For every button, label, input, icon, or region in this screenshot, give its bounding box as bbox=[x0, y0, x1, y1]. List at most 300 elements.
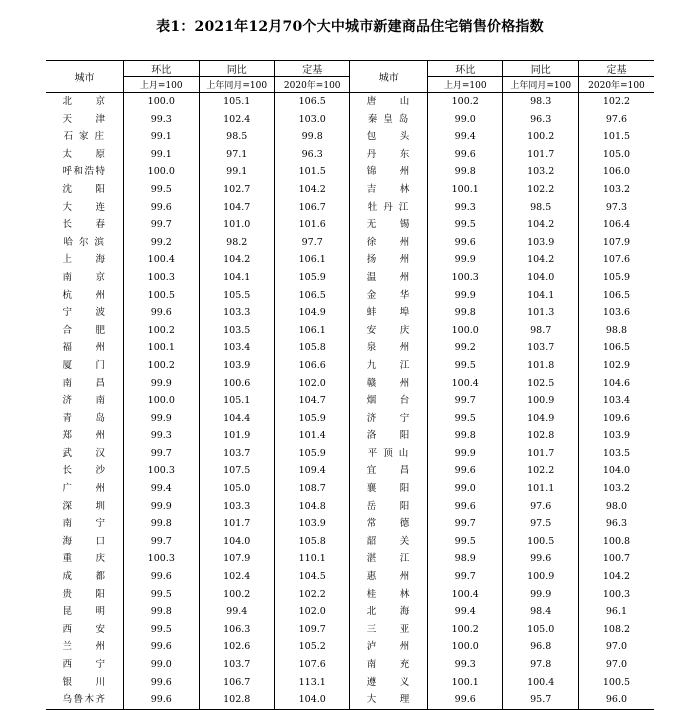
right-yoy-cell: 99.9 bbox=[503, 586, 578, 604]
right-yoy-cell: 95.7 bbox=[503, 691, 578, 709]
right-mom-cell: 99.4 bbox=[428, 128, 503, 146]
left-city-cell: 太 原 bbox=[46, 146, 124, 164]
right-city-cell: 常 德 bbox=[350, 515, 428, 533]
left-mom-cell: 99.6 bbox=[124, 691, 199, 709]
right-mom-cell: 100.1 bbox=[428, 181, 503, 199]
left-yoy-cell: 102.4 bbox=[199, 111, 274, 129]
right-mom-cell: 99.5 bbox=[428, 216, 503, 234]
mom-subheader-right: 上月=100 bbox=[428, 77, 503, 93]
right-base-cell: 102.9 bbox=[602, 359, 631, 371]
right-base-cell: 109.6 bbox=[602, 412, 631, 424]
right-city-cell: 金 华 bbox=[350, 287, 428, 305]
left-yoy-cell: 97.1 bbox=[199, 146, 274, 164]
left-yoy-cell: 105.5 bbox=[199, 287, 274, 305]
right-city-cell: 秦 皇 岛 bbox=[350, 111, 428, 129]
left-base-cell: 106.5 bbox=[274, 287, 349, 305]
right-mom-cell: 99.9 bbox=[428, 445, 503, 463]
left-yoy-cell: 103.5 bbox=[199, 322, 274, 340]
left-mom-cell: 99.8 bbox=[124, 515, 199, 533]
table-row bbox=[46, 480, 654, 498]
right-yoy-cell: 102.2 bbox=[503, 181, 578, 199]
right-city-cell: 宜 昌 bbox=[350, 462, 428, 480]
left-yoy-cell: 104.1 bbox=[199, 269, 274, 287]
left-mom-cell: 100.0 bbox=[124, 93, 199, 111]
left-city-cell: 乌鲁木齐 bbox=[46, 691, 124, 709]
table-row bbox=[46, 603, 654, 621]
left-city-cell: 石 家 庄 bbox=[46, 128, 124, 146]
left-city-cell: 南 宁 bbox=[46, 515, 124, 533]
left-yoy-cell: 104.7 bbox=[199, 199, 274, 217]
left-yoy-cell: 105.1 bbox=[199, 93, 274, 111]
left-city-cell: 兰 州 bbox=[46, 638, 124, 656]
right-yoy-cell: 101.8 bbox=[503, 357, 578, 375]
left-yoy-cell: 100.6 bbox=[199, 375, 274, 393]
right-mom-cell: 99.6 bbox=[428, 498, 503, 516]
right-city-cell: 扬 州 bbox=[350, 251, 428, 269]
table-row bbox=[46, 234, 654, 252]
right-yoy-cell: 100.9 bbox=[503, 568, 578, 586]
yoy-subheader-right: 上年同月=100 bbox=[503, 77, 578, 93]
right-base-cell: 103.6 bbox=[602, 307, 631, 319]
right-yoy-cell: 100.5 bbox=[503, 533, 578, 551]
right-city-cell: 襄 阳 bbox=[350, 480, 428, 498]
table-row bbox=[46, 251, 654, 269]
right-mom-cell: 99.5 bbox=[428, 410, 503, 428]
left-yoy-cell: 99.4 bbox=[199, 603, 274, 621]
left-mom-cell: 99.5 bbox=[124, 586, 199, 604]
mom-subheader-left: 上月=100 bbox=[124, 77, 199, 93]
right-mom-cell: 100.4 bbox=[428, 586, 503, 604]
left-base-cell: 104.7 bbox=[274, 392, 349, 410]
right-base-cell: 100.8 bbox=[602, 535, 631, 547]
right-base-cell: 104.6 bbox=[602, 377, 631, 389]
left-mom-cell: 100.4 bbox=[124, 251, 199, 269]
right-base-cell: 105.0 bbox=[602, 148, 631, 160]
mom-header-right: 环比 bbox=[428, 61, 503, 77]
table-row bbox=[46, 216, 654, 234]
right-yoy-cell: 102.8 bbox=[503, 427, 578, 445]
left-yoy-cell: 98.5 bbox=[199, 128, 274, 146]
right-city-cell: 温 州 bbox=[350, 269, 428, 287]
left-city-cell: 天 津 bbox=[46, 111, 124, 129]
table-row bbox=[46, 621, 654, 639]
left-yoy-cell: 103.4 bbox=[199, 339, 274, 357]
left-city-cell: 南 昌 bbox=[46, 375, 124, 393]
left-yoy-cell: 107.5 bbox=[199, 462, 274, 480]
right-city-cell: 丹 东 bbox=[350, 146, 428, 164]
right-mom-cell: 98.9 bbox=[428, 550, 503, 568]
left-mom-cell: 99.6 bbox=[124, 199, 199, 217]
left-yoy-cell: 99.1 bbox=[199, 163, 274, 181]
right-base-cell: 106.5 bbox=[602, 342, 631, 354]
right-base-cell: 106.5 bbox=[602, 289, 631, 301]
left-yoy-cell: 104.2 bbox=[199, 251, 274, 269]
left-yoy-cell: 106.3 bbox=[199, 621, 274, 639]
left-yoy-cell: 98.2 bbox=[199, 234, 274, 252]
right-base-cell: 100.7 bbox=[602, 553, 631, 565]
right-yoy-cell: 100.4 bbox=[503, 674, 578, 692]
right-city-cell: 安 庆 bbox=[350, 322, 428, 340]
right-city-cell: 烟 台 bbox=[350, 392, 428, 410]
left-base-cell: 96.3 bbox=[274, 146, 349, 164]
right-mom-cell: 99.3 bbox=[428, 656, 503, 674]
right-city-cell: 唐 山 bbox=[350, 93, 428, 111]
yoy-header-left: 同比 bbox=[199, 61, 274, 77]
right-yoy-cell: 103.7 bbox=[503, 339, 578, 357]
right-city-cell: 韶 关 bbox=[350, 533, 428, 551]
right-base-cell: 106.4 bbox=[602, 219, 631, 231]
right-base-cell: 102.2 bbox=[602, 96, 631, 107]
left-mom-cell: 99.3 bbox=[124, 111, 199, 129]
table-row bbox=[46, 674, 654, 692]
right-base-cell: 100.3 bbox=[602, 588, 631, 600]
left-base-cell: 105.8 bbox=[274, 533, 349, 551]
left-city-cell: 武 汉 bbox=[46, 445, 124, 463]
price-index-table bbox=[46, 60, 654, 710]
left-city-cell: 南 京 bbox=[46, 269, 124, 287]
right-city-cell: 南 充 bbox=[350, 656, 428, 674]
right-city-cell: 湛 江 bbox=[350, 550, 428, 568]
left-base-cell: 113.1 bbox=[274, 674, 349, 692]
left-city-cell: 西 宁 bbox=[46, 656, 124, 674]
left-base-cell: 106.1 bbox=[274, 322, 349, 340]
right-base-cell: 103.5 bbox=[602, 447, 631, 459]
right-city-cell: 徐 州 bbox=[350, 234, 428, 252]
left-city-cell: 济 南 bbox=[46, 392, 124, 410]
left-base-cell: 104.2 bbox=[274, 181, 349, 199]
left-city-cell: 成 都 bbox=[46, 568, 124, 586]
left-city-cell: 上 海 bbox=[46, 251, 124, 269]
left-mom-cell: 99.8 bbox=[124, 603, 199, 621]
left-yoy-cell: 104.4 bbox=[199, 410, 274, 428]
right-base-cell: 96.3 bbox=[605, 518, 628, 530]
right-city-cell: 遵 义 bbox=[350, 674, 428, 692]
right-mom-cell: 99.6 bbox=[428, 146, 503, 164]
left-mom-cell: 99.1 bbox=[124, 146, 199, 164]
table-row bbox=[46, 181, 654, 199]
left-yoy-cell: 105.0 bbox=[199, 480, 274, 498]
left-base-cell: 104.5 bbox=[274, 568, 349, 586]
left-yoy-cell: 101.0 bbox=[199, 216, 274, 234]
table-row bbox=[46, 199, 654, 217]
page-title: 表1：2021年12月70个大中城市新建商品住宅销售价格指数 bbox=[156, 19, 544, 35]
right-base-cell: 103.4 bbox=[602, 395, 631, 407]
right-yoy-cell: 96.8 bbox=[503, 638, 578, 656]
right-mom-cell: 99.7 bbox=[428, 392, 503, 410]
right-base-cell: 97.3 bbox=[605, 201, 628, 213]
table-row bbox=[46, 322, 654, 340]
left-city-cell: 沈 阳 bbox=[46, 181, 124, 199]
left-city-cell: 银 川 bbox=[46, 674, 124, 692]
left-base-cell: 105.8 bbox=[274, 339, 349, 357]
left-base-cell: 104.9 bbox=[274, 304, 349, 322]
right-yoy-cell: 99.6 bbox=[503, 550, 578, 568]
right-base-cell: 108.2 bbox=[602, 623, 631, 635]
right-mom-cell: 99.6 bbox=[428, 234, 503, 252]
right-base-cell: 103.2 bbox=[602, 183, 631, 195]
yoy-subheader-left: 上年同月=100 bbox=[199, 77, 274, 93]
city-header-left: 城市 bbox=[46, 61, 124, 93]
left-base-cell: 108.7 bbox=[274, 480, 349, 498]
left-yoy-cell: 102.7 bbox=[199, 181, 274, 199]
right-yoy-cell: 104.9 bbox=[503, 410, 578, 428]
left-base-cell: 106.6 bbox=[274, 357, 349, 375]
right-city-cell: 泉 州 bbox=[350, 339, 428, 357]
left-yoy-cell: 107.9 bbox=[199, 550, 274, 568]
right-yoy-cell: 98.4 bbox=[503, 603, 578, 621]
right-city-cell: 大 理 bbox=[350, 691, 428, 709]
left-city-cell: 大 连 bbox=[46, 199, 124, 217]
left-base-cell: 106.1 bbox=[274, 251, 349, 269]
city-header-right: 城市 bbox=[350, 61, 428, 93]
right-mom-cell: 99.5 bbox=[428, 533, 503, 551]
left-base-cell: 99.8 bbox=[274, 128, 349, 146]
right-yoy-cell: 98.3 bbox=[503, 93, 578, 111]
right-mom-cell: 100.2 bbox=[428, 93, 503, 111]
right-city-cell: 洛 阳 bbox=[350, 427, 428, 445]
table-row bbox=[46, 550, 654, 568]
right-yoy-cell: 97.6 bbox=[503, 498, 578, 516]
right-city-cell: 平 顶 山 bbox=[350, 445, 428, 463]
left-mom-cell: 100.1 bbox=[124, 339, 199, 357]
left-mom-cell: 99.9 bbox=[124, 498, 199, 516]
left-mom-cell: 100.5 bbox=[124, 287, 199, 305]
left-yoy-cell: 104.0 bbox=[199, 533, 274, 551]
table-row bbox=[46, 462, 654, 480]
left-base-cell: 106.7 bbox=[274, 199, 349, 217]
right-city-cell: 包 头 bbox=[350, 128, 428, 146]
left-yoy-cell: 102.8 bbox=[199, 691, 274, 709]
right-base-cell: 98.0 bbox=[605, 500, 628, 512]
right-base-cell: 104.0 bbox=[602, 465, 631, 477]
right-yoy-cell: 101.3 bbox=[503, 304, 578, 322]
left-city-cell: 长 春 bbox=[46, 216, 124, 234]
right-mom-cell: 99.0 bbox=[428, 480, 503, 498]
table-row bbox=[46, 445, 654, 463]
left-yoy-cell: 100.2 bbox=[199, 586, 274, 604]
left-base-cell: 107.6 bbox=[274, 656, 349, 674]
right-mom-cell: 99.6 bbox=[428, 462, 503, 480]
right-city-cell: 九 江 bbox=[350, 357, 428, 375]
table-row bbox=[46, 638, 654, 656]
right-base-cell: 104.2 bbox=[602, 571, 631, 583]
left-city-cell: 昆 明 bbox=[46, 603, 124, 621]
right-base-cell: 101.5 bbox=[602, 131, 631, 143]
left-yoy-cell: 106.7 bbox=[199, 674, 274, 692]
left-base-cell: 110.1 bbox=[274, 550, 349, 568]
yoy-header-right: 同比 bbox=[503, 61, 578, 77]
right-yoy-cell: 104.0 bbox=[503, 269, 578, 287]
table-row bbox=[46, 357, 654, 375]
left-base-cell: 102.0 bbox=[274, 375, 349, 393]
table-body bbox=[46, 93, 654, 710]
table-row bbox=[46, 375, 654, 393]
table-row bbox=[46, 656, 654, 674]
right-city-cell: 吉 林 bbox=[350, 181, 428, 199]
base-header-left: 定基 bbox=[274, 61, 349, 77]
right-yoy-cell: 102.2 bbox=[503, 462, 578, 480]
right-mom-cell: 99.6 bbox=[428, 691, 503, 709]
left-city-cell: 长 沙 bbox=[46, 462, 124, 480]
left-city-cell: 重 庆 bbox=[46, 550, 124, 568]
left-base-cell: 105.2 bbox=[274, 638, 349, 656]
left-mom-cell: 99.7 bbox=[124, 533, 199, 551]
left-mom-cell: 100.3 bbox=[124, 462, 199, 480]
right-mom-cell: 99.9 bbox=[428, 251, 503, 269]
left-base-cell: 103.9 bbox=[274, 515, 349, 533]
left-mom-cell: 100.0 bbox=[124, 163, 199, 181]
right-city-cell: 锦 州 bbox=[350, 163, 428, 181]
table-row bbox=[46, 339, 654, 357]
left-mom-cell: 99.7 bbox=[124, 216, 199, 234]
table-row bbox=[46, 427, 654, 445]
left-mom-cell: 99.6 bbox=[124, 638, 199, 656]
left-city-cell: 呼和浩特 bbox=[46, 163, 124, 181]
left-mom-cell: 99.0 bbox=[124, 656, 199, 674]
right-base-cell: 107.6 bbox=[602, 254, 631, 266]
right-yoy-cell: 104.2 bbox=[503, 216, 578, 234]
left-mom-cell: 99.4 bbox=[124, 480, 199, 498]
left-mom-cell: 99.1 bbox=[124, 128, 199, 146]
left-city-cell: 西 安 bbox=[46, 621, 124, 639]
left-yoy-cell: 101.7 bbox=[199, 515, 274, 533]
right-mom-cell: 100.2 bbox=[428, 621, 503, 639]
left-city-cell: 合 肥 bbox=[46, 322, 124, 340]
right-mom-cell: 100.1 bbox=[428, 674, 503, 692]
right-city-cell: 无 锡 bbox=[350, 216, 428, 234]
right-base-cell: 98.8 bbox=[605, 324, 628, 336]
right-yoy-cell: 100.9 bbox=[503, 392, 578, 410]
left-base-cell: 104.0 bbox=[274, 691, 349, 709]
right-city-cell: 三 亚 bbox=[350, 621, 428, 639]
left-yoy-cell: 103.3 bbox=[199, 304, 274, 322]
right-city-cell: 赣 州 bbox=[350, 375, 428, 393]
left-mom-cell: 99.2 bbox=[124, 234, 199, 252]
left-mom-cell: 100.0 bbox=[124, 392, 199, 410]
right-city-cell: 牡 丹 江 bbox=[350, 199, 428, 217]
right-yoy-cell: 103.9 bbox=[503, 234, 578, 252]
right-city-cell: 岳 阳 bbox=[350, 498, 428, 516]
right-base-cell: 107.9 bbox=[602, 236, 631, 248]
table-row bbox=[46, 392, 654, 410]
header-row bbox=[46, 61, 654, 77]
right-mom-cell: 100.4 bbox=[428, 375, 503, 393]
left-base-cell: 106.5 bbox=[274, 93, 349, 111]
left-yoy-cell: 103.9 bbox=[199, 357, 274, 375]
right-yoy-cell: 101.7 bbox=[503, 146, 578, 164]
right-city-cell: 泸 州 bbox=[350, 638, 428, 656]
left-yoy-cell: 105.1 bbox=[199, 392, 274, 410]
right-yoy-cell: 97.5 bbox=[503, 515, 578, 533]
left-mom-cell: 100.2 bbox=[124, 322, 199, 340]
left-yoy-cell: 101.9 bbox=[199, 427, 274, 445]
base-subheader-right: 2020年=100 bbox=[578, 77, 654, 93]
table-row bbox=[46, 533, 654, 551]
right-mom-cell: 99.3 bbox=[428, 199, 503, 217]
right-city-cell: 济 宁 bbox=[350, 410, 428, 428]
left-base-cell: 101.4 bbox=[274, 427, 349, 445]
left-city-cell: 深 圳 bbox=[46, 498, 124, 516]
table-row bbox=[46, 128, 654, 146]
right-yoy-cell: 104.1 bbox=[503, 287, 578, 305]
table-row bbox=[46, 146, 654, 164]
right-city-cell: 北 海 bbox=[350, 603, 428, 621]
right-base-cell: 96.0 bbox=[578, 691, 654, 709]
right-base-cell: 97.0 bbox=[605, 659, 628, 670]
left-mom-cell: 99.6 bbox=[124, 674, 199, 692]
right-base-cell: 103.2 bbox=[602, 483, 631, 495]
right-yoy-cell: 98.5 bbox=[503, 199, 578, 217]
left-base-cell: 97.7 bbox=[274, 234, 349, 252]
left-base-cell: 105.9 bbox=[274, 445, 349, 463]
right-yoy-cell: 105.0 bbox=[503, 621, 578, 639]
base-subheader-left: 2020年=100 bbox=[274, 77, 349, 93]
left-mom-cell: 100.3 bbox=[124, 550, 199, 568]
right-yoy-cell: 103.2 bbox=[503, 163, 578, 181]
right-mom-cell: 99.9 bbox=[428, 287, 503, 305]
left-base-cell: 103.0 bbox=[274, 111, 349, 129]
left-city-cell: 贵 阳 bbox=[46, 586, 124, 604]
left-base-cell: 101.6 bbox=[274, 216, 349, 234]
table-row bbox=[46, 586, 654, 604]
right-mom-cell: 99.0 bbox=[428, 111, 503, 129]
right-city-cell: 桂 林 bbox=[350, 586, 428, 604]
right-base-cell: 106.0 bbox=[602, 166, 631, 178]
right-mom-cell: 99.7 bbox=[428, 515, 503, 533]
right-mom-cell: 99.8 bbox=[428, 427, 503, 445]
left-mom-cell: 99.3 bbox=[124, 427, 199, 445]
right-mom-cell: 99.2 bbox=[428, 339, 503, 357]
left-base-cell: 105.9 bbox=[274, 410, 349, 428]
left-yoy-cell: 103.3 bbox=[199, 498, 274, 516]
right-yoy-cell: 97.8 bbox=[503, 656, 578, 674]
left-mom-cell: 99.5 bbox=[124, 621, 199, 639]
right-base-cell: 97.6 bbox=[605, 113, 628, 125]
mom-header-left: 环比 bbox=[124, 61, 199, 77]
left-mom-cell: 99.9 bbox=[124, 375, 199, 393]
left-base-cell: 102.2 bbox=[274, 586, 349, 604]
left-base-cell: 105.9 bbox=[274, 269, 349, 287]
right-city-cell: 惠 州 bbox=[350, 568, 428, 586]
left-mom-cell: 99.6 bbox=[124, 304, 199, 322]
table-row bbox=[46, 410, 654, 428]
left-city-cell: 青 岛 bbox=[46, 410, 124, 428]
table-row bbox=[46, 163, 654, 181]
left-base-cell: 109.7 bbox=[274, 621, 349, 639]
table-row bbox=[46, 111, 654, 129]
right-mom-cell: 99.8 bbox=[428, 163, 503, 181]
table-row bbox=[46, 93, 654, 111]
left-yoy-cell: 103.7 bbox=[199, 445, 274, 463]
left-yoy-cell: 103.7 bbox=[199, 656, 274, 674]
left-city-cell: 杭 州 bbox=[46, 287, 124, 305]
right-yoy-cell: 100.2 bbox=[503, 128, 578, 146]
right-base-cell: 97.0 bbox=[605, 641, 628, 653]
left-mom-cell: 99.9 bbox=[124, 410, 199, 428]
left-city-cell: 北 京 bbox=[46, 93, 124, 111]
left-yoy-cell: 102.4 bbox=[199, 568, 274, 586]
right-yoy-cell: 101.7 bbox=[503, 445, 578, 463]
right-base-cell: 100.5 bbox=[602, 676, 631, 688]
left-city-cell: 海 口 bbox=[46, 533, 124, 551]
left-yoy-cell: 102.6 bbox=[199, 638, 274, 656]
base-header-right: 定基 bbox=[578, 61, 654, 77]
left-mom-cell: 100.3 bbox=[124, 269, 199, 287]
right-mom-cell: 100.3 bbox=[428, 269, 503, 287]
right-yoy-cell: 101.1 bbox=[503, 480, 578, 498]
left-mom-cell: 99.6 bbox=[124, 568, 199, 586]
left-mom-cell: 99.7 bbox=[124, 445, 199, 463]
